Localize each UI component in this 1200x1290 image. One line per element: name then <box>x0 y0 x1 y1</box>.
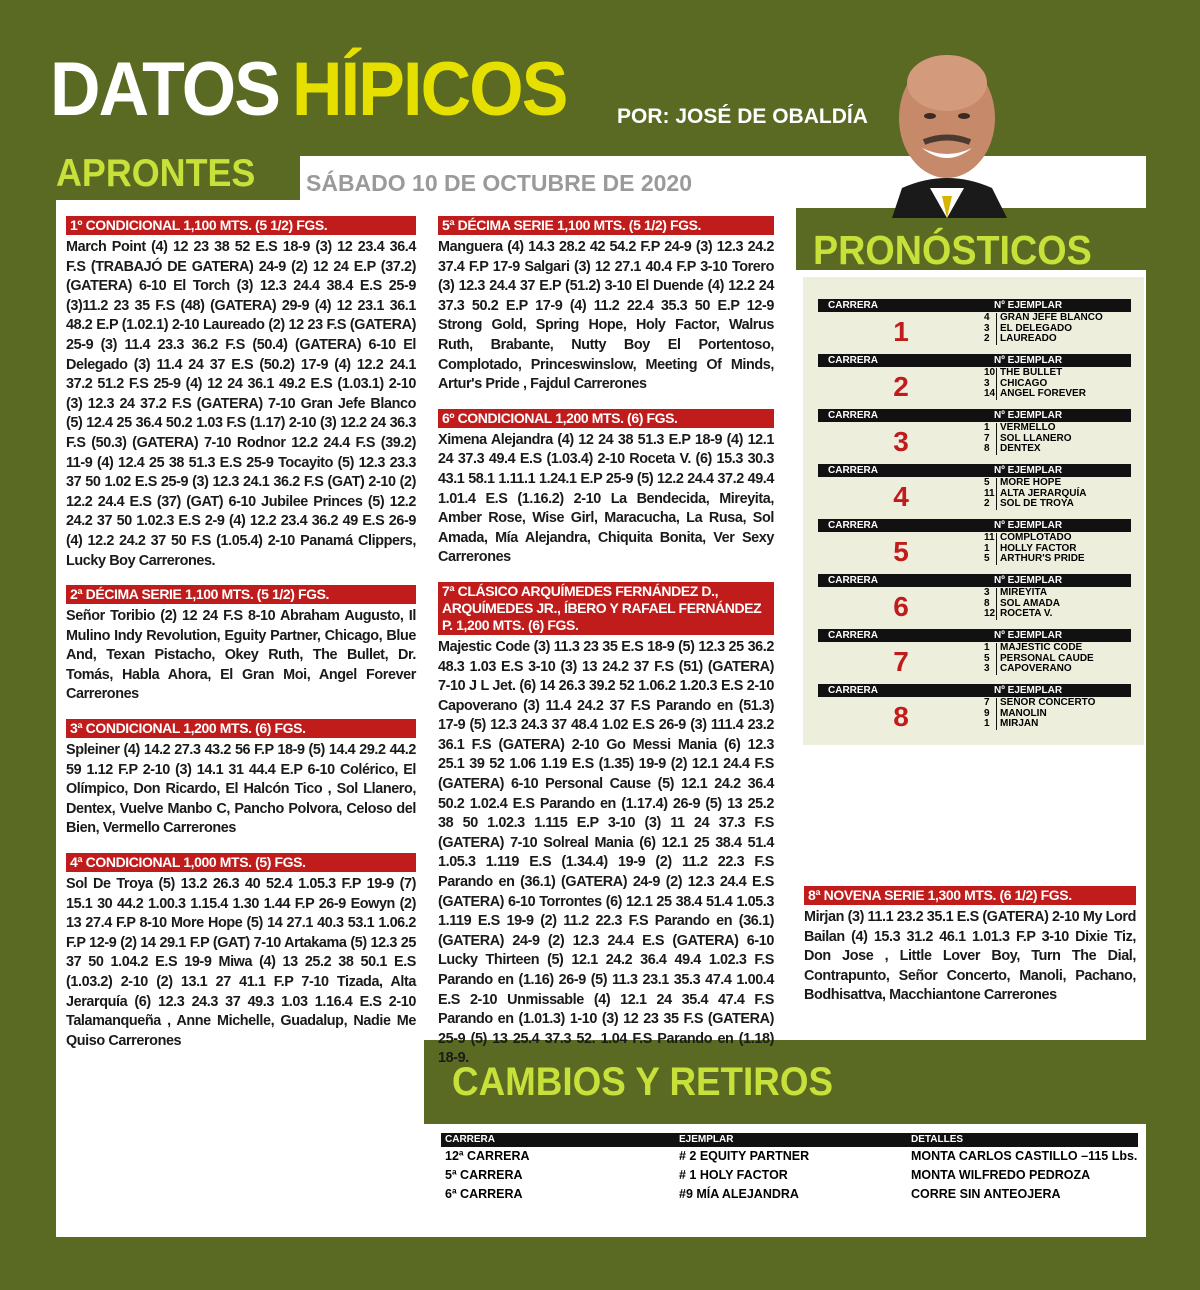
race-8 <box>804 886 1136 1006</box>
race-body: Spleiner (4) 14.2 27.3 43.2 56 F.P 18-9 (5) 14.4 29.2 44.2 59 1.12 F.P 2-10 (3) 14.1 31 44.4 E.P 6-10 Colérico, El Olímpico, Don Ricardo, El Halcón Tico , Sol Llanero, Dentex, Vuelve Manbo C, Pancho Polvora, Celoso del Bien, Vermello Carrerones <box>66 742 416 837</box>
pronostico-header <box>818 464 1131 477</box>
title-white: DATOS <box>50 47 280 132</box>
race-7 <box>438 582 774 1069</box>
cell: CORRE SIN ANTEOJERA <box>911 1187 1061 1201</box>
pick <box>984 423 1131 434</box>
pick-name: MIREYITA <box>1000 587 1048 598</box>
pick <box>984 444 1131 455</box>
col-ejemplar: Nº EJEMPLAR <box>994 685 1063 696</box>
pronostico-header <box>818 519 1131 532</box>
pronostico-body <box>818 532 1131 572</box>
race-number: 7 <box>893 646 909 677</box>
pronostico-body <box>818 312 1131 352</box>
pick-name: PERSONAL CAUDE <box>1000 652 1094 664</box>
col-carrera: CARRERA <box>828 630 878 641</box>
race-header: 1º CONDICIONAL 1,100 MTS. (5 1/2) FGS. <box>66 216 416 235</box>
pronostico-race <box>818 684 1131 737</box>
pick-number: 4 <box>984 313 997 324</box>
cell: #9 MÍA ALEJANDRA <box>679 1187 799 1201</box>
pick-name: MANOLIN <box>1000 707 1047 719</box>
horse-picks <box>984 587 1131 627</box>
race-body: Mirjan (3) 11.1 23.2 35.1 E.S (GATERA) 2-10 My Lord Bailan (4) 15.3 31.2 46.1 1.01.3 F.P 3-10 Dixie Tiz, Don Jose , Little Lover Boy, Turn The Dial, Contrapunto, Señor Concerto, Manoli, Pachano, Bodhisattva, Macchiantone Carrerones <box>804 909 1137 1004</box>
pick <box>984 533 1131 544</box>
pick-name: CAPOVERANO <box>1000 663 1072 674</box>
horse-picks <box>984 532 1131 572</box>
pronosticos-table <box>803 277 1144 745</box>
cell: 6ª CARRERA <box>445 1187 523 1201</box>
pick-number: 9 <box>984 709 997 720</box>
cell: MONTA CARLOS CASTILLO –115 Lbs. <box>911 1149 1138 1163</box>
table-row <box>441 1166 1138 1185</box>
race-number: 1 <box>893 316 909 347</box>
pronostico-race <box>818 409 1131 462</box>
pick-number: 2 <box>984 499 997 510</box>
race-header: 4ª CONDICIONAL 1,000 MTS. (5) FGS. <box>66 853 416 872</box>
author-photo <box>872 38 1022 218</box>
col-ejemplar: Nº EJEMPLAR <box>994 465 1063 476</box>
pick-name: ALTA JERARQUÍA <box>1000 487 1087 499</box>
pick-name: ROCETA V. <box>1000 608 1053 619</box>
horse-picks <box>984 477 1131 517</box>
race-number: 8 <box>893 701 909 732</box>
section-pronosticos: PRONÓSTICOS <box>813 227 1092 273</box>
byline: POR: JOSÉ DE OBALDÍA <box>617 105 868 128</box>
pick-number: 1 <box>984 544 997 555</box>
pronostico-race <box>818 574 1131 627</box>
pick <box>984 368 1131 379</box>
pick <box>984 698 1131 709</box>
horse-picks <box>984 367 1131 407</box>
pronostico-body <box>818 477 1131 517</box>
pick-name: SOL AMADA <box>1000 597 1060 609</box>
pick-number: 5 <box>984 478 997 489</box>
horse-picks <box>984 312 1131 352</box>
race-6 <box>438 409 774 568</box>
pick-number: 2 <box>984 334 997 345</box>
col-ejemplar: Nº EJEMPLAR <box>994 355 1063 366</box>
pick-name: ANGEL FOREVER <box>1000 388 1086 399</box>
race-header: 2ª DÉCIMA SERIE 1,100 MTS. (5 1/2) FGS. <box>66 585 416 604</box>
col-ejemplar: Nº EJEMPLAR <box>994 630 1063 641</box>
pick-number: 14 <box>984 388 996 399</box>
cell: 5ª CARRERA <box>445 1168 523 1182</box>
title-yellow: HÍPICOS <box>291 47 567 132</box>
pick-number: 3 <box>984 664 997 675</box>
race-body: Señor Toribio (2) 12 24 F.S 8-10 Abraham Augusto, Il Mulino Indy Revolution, Eguity Partner, Chicago, Blue And, Texan Pistacho, Okey Ruth, The Bullet, Dr. Tomás, Habla Ahora, El Gran Moi, Angel Forever Carrerones <box>66 608 416 703</box>
race-header: 8ª NOVENA SERIE 1,300 MTS. (6 1/2) FGS. <box>804 886 1136 905</box>
pronostico-header <box>818 354 1131 367</box>
pick-number: 5 <box>984 654 997 665</box>
pick-number: 1 <box>984 719 997 730</box>
pick-name: MORE HOPE <box>1000 477 1062 488</box>
cell: # 1 HOLY FACTOR <box>679 1168 788 1182</box>
race-5 <box>438 216 774 395</box>
pronostico-body <box>818 587 1131 627</box>
pick-name: MAJESTIC CODE <box>1000 642 1083 653</box>
pick-name: THE BULLET <box>1000 367 1063 378</box>
horse-picks <box>984 642 1131 682</box>
pick-name: HOLLY FACTOR <box>1000 542 1077 554</box>
pick-number: 7 <box>984 434 997 445</box>
pronostico-header <box>818 574 1131 587</box>
col-carrera: CARRERA <box>828 355 878 366</box>
race-1 <box>66 216 416 571</box>
horse-picks <box>984 697 1131 737</box>
pick <box>984 313 1131 324</box>
race-header: 3ª CONDICIONAL 1,200 MTS. (6) FGS. <box>66 719 416 738</box>
pronostico-header <box>818 629 1131 642</box>
cell: 12ª CARRERA <box>445 1149 530 1163</box>
pick-name: SOL LLANERO <box>1000 432 1072 444</box>
col-carrera: CARRERA <box>828 465 878 476</box>
pick-number: 1 <box>984 643 997 654</box>
pick <box>984 389 1131 400</box>
race-header: 5ª DÉCIMA SERIE 1,100 MTS. (5 1/2) FGS. <box>438 216 774 235</box>
column-3 <box>804 886 1136 1020</box>
col-ejemplar: EJEMPLAR <box>679 1134 734 1145</box>
race-number: 3 <box>893 426 909 457</box>
cambios-header-row <box>441 1133 1138 1147</box>
pick-number: 7 <box>984 698 997 709</box>
pronostico-race <box>818 519 1131 572</box>
col-carrera: CARRERA <box>828 410 878 421</box>
pick-name: GRAN JEFE BLANCO <box>1000 312 1103 323</box>
pick-name: SEÑOR CONCERTO <box>1000 697 1096 708</box>
race-4 <box>66 853 416 1051</box>
pick-number: 3 <box>984 379 997 390</box>
race-number: 4 <box>893 481 909 512</box>
pick <box>984 499 1131 510</box>
pick-number: 3 <box>984 588 997 599</box>
column-1 <box>66 216 416 1065</box>
race-3 <box>66 719 416 839</box>
cambios-table <box>441 1133 1138 1204</box>
pronostico-race <box>818 464 1131 517</box>
race-body: Majestic Code (3) 11.3 23 35 E.S 18-9 (5) 12.3 25 36.2 48.3 1.03 E.S 3-10 (3) 13 24.2 37 F.S (51) (GATERA) 7-10 J L Jet. (6) 14 26.3 39.2 52 1.06.2 1.20.3 E.S 2-10 Capoverano (3) 11.4 24.2 37 F.S Parando en (51.3) 17-9 (5) 12.3 24.3 37 48.4 1.02 E.S 26-9 (3) 111.4 23.2 36.1 F.S (GATERA) 2-10 Go Messi Mania (6) 12.3 25.1 39 52 1.06 1.19 E.S (1.35) 19-9 (2) 12.1 24.4 F.S (GATERA) 6-10 Personal Cause (5) 12.1 24.2 36.4 50.2 1.02.4 E.S Parando en (1.17.4) 26-9 (5) 13 25.2 38 50 1.02.3 1.115 E.P 3-10 (3) 11 24 37.3 F.S (GATERA) 7-10 Solreal Mania (6) 12.1 25 38.4 51.4 1.05.3 1.119 E.S (1.34.4) 19-9 (2) 11.2 22.3 F.S Parando en (36.1) (GATERA) 24-9 (2) 12.3 24.4 E.S (GATERA) 6-10 Torrontes (6) 12.1 25 38.4 51.4 1.05.3 1.119 E.S 19-9 (2) 11.2 22.3 F.S Parando en (36.1) (GATERA) 24-9 (2) 12.3 24.4 E.S (GATERA) 6-10 Lucky Thirteen (5) 12.1 24.2 36.4 49.4 1.02.3 F.S Parando en (1.16) 26-9 (5) 11.3 23.1 35.3 47.4 1.00.4 E.S 2-10 Unmissable (4) 12.1 24 35.4 47.4 F.S Parando en (1.01.3) 1-10 (3) 12 23 35 F.S (GATERA) 25-9 (5) 13 25.4 37.3 52. 1.04 F.S Parando en (1.18) 18-9. <box>438 638 774 1067</box>
pick-number: 11 <box>984 533 997 544</box>
pronostico-race <box>818 354 1131 407</box>
race-body: Manguera (4) 14.3 28.2 42 54.2 F.P 24-9 (3) 12.3 24.2 37.4 F.P 17-9 Salgari (3) 12 27.1 40.4 F.P 3-10 Torero (3) 12.3 24.4 37 E.P (51.2) 3-10 El Duende (4) 12.2 24 37.3 50.2 E.P 17-9 (4) 11.2 22.4 35.3 50 E.P 12-9 Strong Gold, Spring Hope, Holy Factor, Walrus Ruth, Brabante, Nutty Boy El Portentoso, Complotado, Princeswinslow, Meeting Of Minds, Artur's Pride , Fajdul Carrerones <box>438 239 774 393</box>
pick-number: 5 <box>984 554 997 565</box>
pick <box>984 719 1131 730</box>
pick-number: 11 <box>984 489 997 500</box>
race-number: 5 <box>893 536 909 567</box>
table-row <box>441 1147 1138 1166</box>
pronostico-body <box>818 697 1131 737</box>
race-header: 6º CONDICIONAL 1,200 MTS. (6) FGS. <box>438 409 774 428</box>
col-carrera: CARRERA <box>828 300 878 311</box>
column-2 <box>438 216 774 1083</box>
col-carrera: CARRERA <box>828 685 878 696</box>
pick <box>984 609 1131 620</box>
col-ejemplar: Nº EJEMPLAR <box>994 575 1063 586</box>
pick-number: 10 <box>984 367 996 378</box>
section-aprontes: APRONTES <box>56 152 256 195</box>
pronostico-header <box>818 684 1131 697</box>
pick-name: CHICAGO <box>1000 377 1048 389</box>
pick-number: 12 <box>984 608 996 619</box>
pronostico-body <box>818 422 1131 462</box>
pick-name: SOL DE TROYA <box>1000 498 1074 509</box>
pronostico-race <box>818 299 1131 352</box>
race-body: Ximena Alejandra (4) 12 24 38 51.3 E.P 18-9 (4) 12.1 24 37.3 49.4 E.S (1.03.4) 2-10 Roceta V. (6) 15.3 30.3 43.1 58.1 1.11.1 1.24.1 E.P 25-9 (5) 12.2 24.4 37.2 49.4 1.01.4 E.S (1.16.2) 2-10 La Bendecida, Mireyita, Amber Rose, Wise Girl, Maracucha, La Rusa, Sol Amada, Mía Alejandra, Chiquita Bonita, Ver Sexy Carrerones <box>438 431 774 566</box>
pick <box>984 554 1131 565</box>
race-2 <box>66 585 416 705</box>
pick <box>984 478 1131 489</box>
pronostico-body <box>818 642 1131 682</box>
horse-picks <box>984 422 1131 462</box>
pick-number: 3 <box>984 324 997 335</box>
col-ejemplar: Nº EJEMPLAR <box>994 520 1063 531</box>
pick <box>984 643 1131 654</box>
pick-name: MIRJAN <box>1000 718 1039 729</box>
pick-name: DENTEX <box>1000 443 1041 454</box>
pick-name: COMPLOTADO <box>1000 532 1072 543</box>
pick-name: VERMELLO <box>1000 422 1056 433</box>
pick-number: 1 <box>984 423 997 434</box>
page-title <box>50 47 567 132</box>
race-date: SÁBADO 10 DE OCTUBRE DE 2020 <box>306 170 692 196</box>
col-carrera: CARRERA <box>828 575 878 586</box>
pick-name: LAUREADO <box>1000 333 1057 344</box>
pick-name: EL DELEGADO <box>1000 322 1073 334</box>
race-body: March Point (4) 12 23 38 52 E.S 18-9 (3) 12 23.4 36.4 F.S (TRABAJÓ DE GATERA) 24-9 (2) 12 24 E.P (37.2) (GATERA) 6-10 El Torch (3) 12.3 24.4 38.4 E.S 25-9 (3)11.2 23 35 F.S (48) (GATERA) 29-9 (4) 12 23.1 36.1 48.2 E.P (1.02.1) 2-10 Laureado (2) 12 23 F.S (GATERA) 25-9 (3) 11.4 23.3 36.2 F.S (50.4) (GATERA) 6-10 El Delegado (3) 11.4 24 37 E.S (50.2) 17-9 (4) 12.2 24.1 37.2 51.2 F.S 25-9 (4) 12 24 36.1 49.2 E.S (1.03.1) 2-10 (3) 12.3 24 37.2 F.S (GATERA) 7-10 Gran Jefe Blanco (5) 12.4 25 36.4 50.2 1.03 F.S (1.17) 2-10 (3) 12.2 24 36.3 F.S (50.3) (GATERA) 7-10 Rodnor 12.2 24.4 F.S (39.2) 11-9 (4) 12.4 25 38 51.3 E.S 25-9 Tocayito (5) 12.3 23.3 37 50 1.02 E.S 25-9 (3) 12.3 24.1 36.2 F.S (GAT) 2-10 (2) 12.2 24.4 E.S (37) (GAT) 6-10 Jubilee Princes (5) 12.2 24.2 37 50 1.02.3 E.S 2-9 (4) 12.2 23.4 36.2 49 E.S 26-9 (4) 12.2 24.2 37 50 F.S (1.05.4) 2-10 Panamá Clippers, Lucky Boy Carrerones. <box>66 239 416 569</box>
pronostico-header <box>818 409 1131 422</box>
col-ejemplar: Nº EJEMPLAR <box>994 410 1063 421</box>
cell: # 2 EQUITY PARTNER <box>679 1149 810 1163</box>
pick <box>984 588 1131 599</box>
pronostico-race <box>818 629 1131 682</box>
race-number: 6 <box>893 591 909 622</box>
col-ejemplar: Nº EJEMPLAR <box>994 300 1063 311</box>
race-number: 2 <box>893 371 909 402</box>
pick <box>984 334 1131 345</box>
race-header: 7ª CLÁSICO ARQUÍMEDES FERNÁNDEZ D., ARQUÍMEDES JR., ÍBERO Y RAFAEL FERNÁNDEZ P. 1,200 MTS. (6) FGS. <box>438 582 774 635</box>
pick-number: 8 <box>984 444 997 455</box>
pronostico-header <box>818 299 1131 312</box>
pronostico-body <box>818 367 1131 407</box>
race-body: Sol De Troya (5) 13.2 26.3 40 52.4 1.05.3 F.P 19-9 (7) 15.1 30 44.2 1.00.3 1.15.4 1.30 1.44 F.P 26-9 Eowyn (2) 13 27.4 F.P 8-10 More Hope (5) 14 27.1 40.3 53.1 1.06.2 F.P 12-9 (2) 14 29.1 F.P (GAT) 7-10 Artakama (5) 12.3 25 37 50 1.04.2 E.S 19-9 Miwa (4) 13 25.2 38 50.1 E.S (1.03.2) 2-10 (2) 13.1 27 41.1 F.P 7-10 Tizada, Alta Jerarquía (6) 12.3 24.3 37 49.3 1.03 1.16.4 E.S 2-10 Talamanqueña , Anne Michelle, Guadalup, Nadie Me Quiso Carrerones <box>66 876 416 1049</box>
col-detalles: DETALLES <box>911 1134 964 1145</box>
pick <box>984 664 1131 675</box>
section-cambios: CAMBIOS Y RETIROS <box>452 1060 834 1104</box>
table-row <box>441 1185 1138 1204</box>
col-carrera: CARRERA <box>828 520 878 531</box>
pick-name: ARTHUR'S PRIDE <box>1000 553 1085 564</box>
pick-number: 8 <box>984 599 997 610</box>
cell: MONTA WILFREDO PEDROZA <box>911 1168 1091 1182</box>
col-carrera: CARRERA <box>445 1134 495 1145</box>
